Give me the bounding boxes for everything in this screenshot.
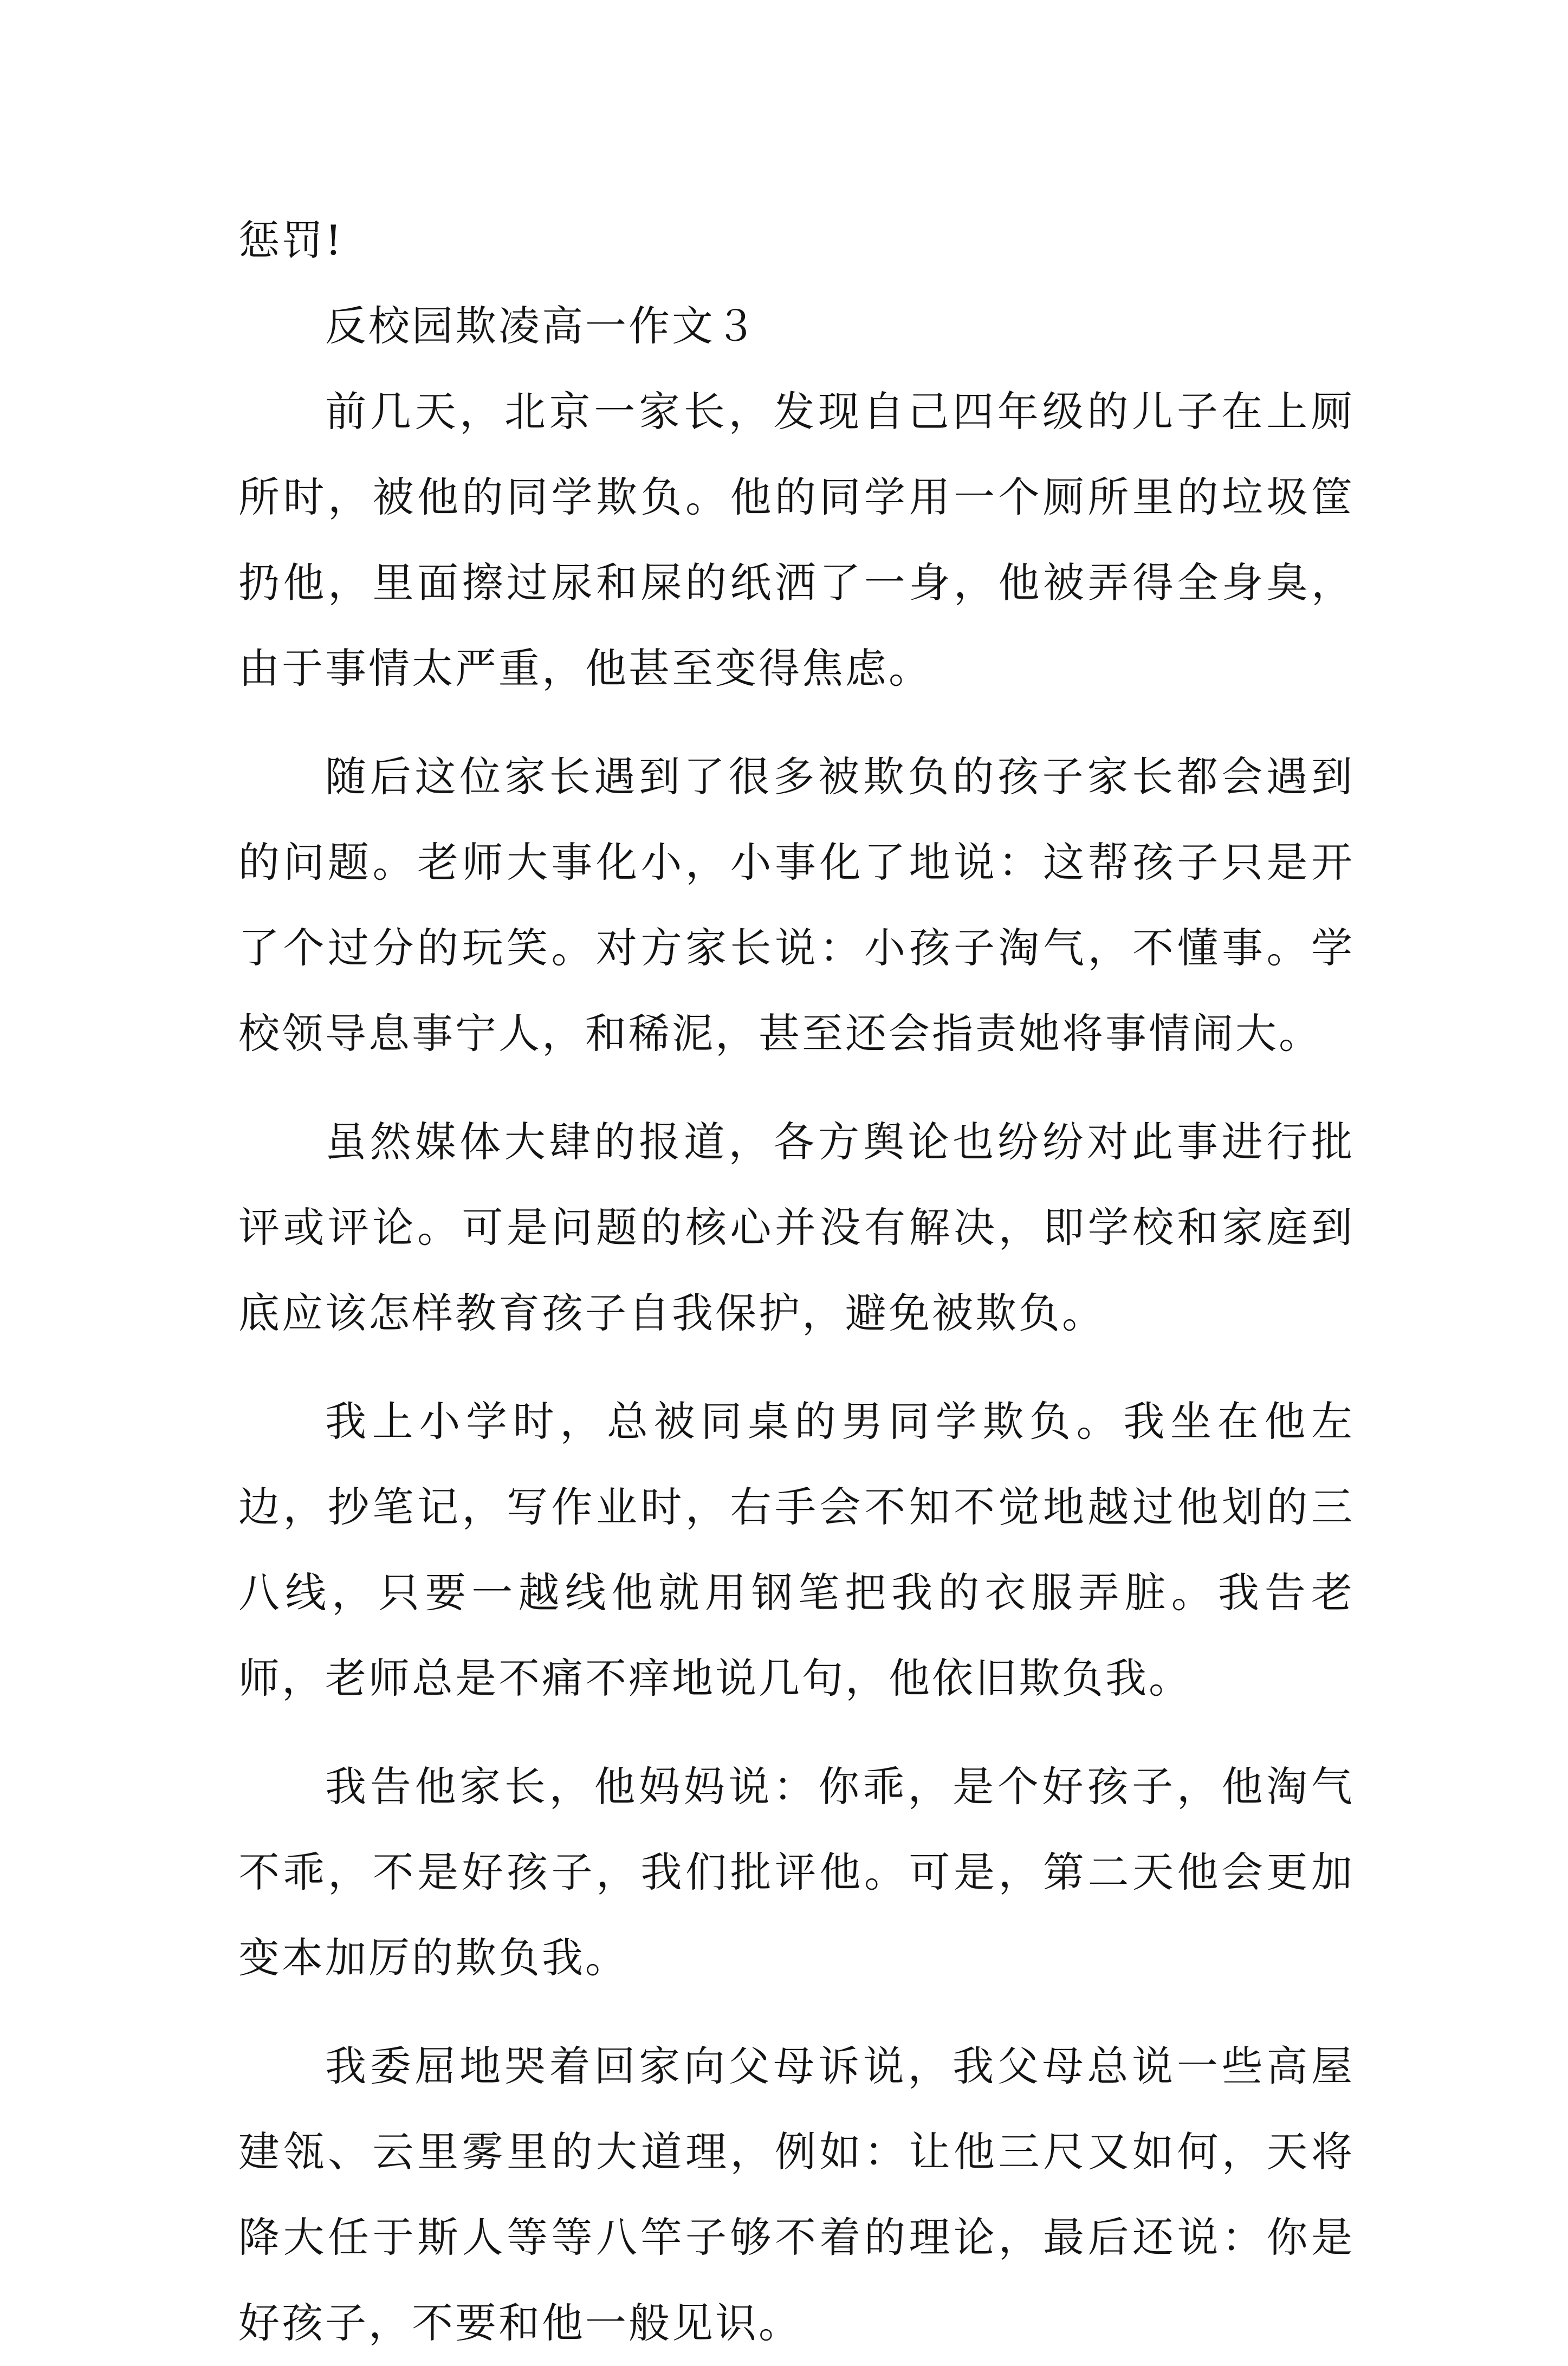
paragraph: 我委屈地哭着回家向父母诉说，我父母总说一些高屋建瓴、云里雾里的大道理，例如：让他三尺又如何，天将降大任于斯人等等八竿子够不着的理论，最后还说：你是好孩子，不要和他一般见识。 [238,2042,1355,2347]
paragraph: 我告他家长，他妈妈说：你乖，是个好孩子，他淘气不乖，不是好孩子，我们批评他。可是，第二天他会更加变本加厉的欺负我。 [238,1762,1355,1982]
paragraph: 随后这位家长遇到了很多被欺负的孩子家长都会遇到的问题。老师大事化小，小事化了地说：这帮孩子只是开了个过分的玩笑。对方家长说：小孩子淘气，不懂事。学校领导息事宁人，和稀泥，甚至还会指责她将事情闹大。 [238,753,1355,1058]
paragraph: 前几天，北京一家长，发现自己四年级的儿子在上厕所时，被他的同学欺负。他的同学用一个厕所里的垃圾筐扔他，里面擦过尿和屎的纸洒了一身，他被弄得全身臭，由于事情太严重，他甚至变得焦虑。 [238,387,1355,692]
paragraph-continuation: 惩罚! [238,216,344,264]
paragraph: 虽然媒体大肆的报道，各方舆论也纷纷对此事进行批评或评论。可是问题的核心并没有解决，即学校和家庭到底应该怎样教育孩子自我保护，避免被欺负。 [238,1118,1355,1337]
paragraph: 我上小学时，总被同桌的男同学欺负。我坐在他左边，抄笔记，写作业时，右手会不知不觉地越过他划的三八线，只要一越线他就用钢笔把我的衣服弄脏。我告老师，老师总是不痛不痒地说几句，他依旧欺负我。 [238,1397,1355,1702]
document-body [238,198,1355,2366]
essay-title: 反校园欺凌高一作文３ [325,302,759,350]
